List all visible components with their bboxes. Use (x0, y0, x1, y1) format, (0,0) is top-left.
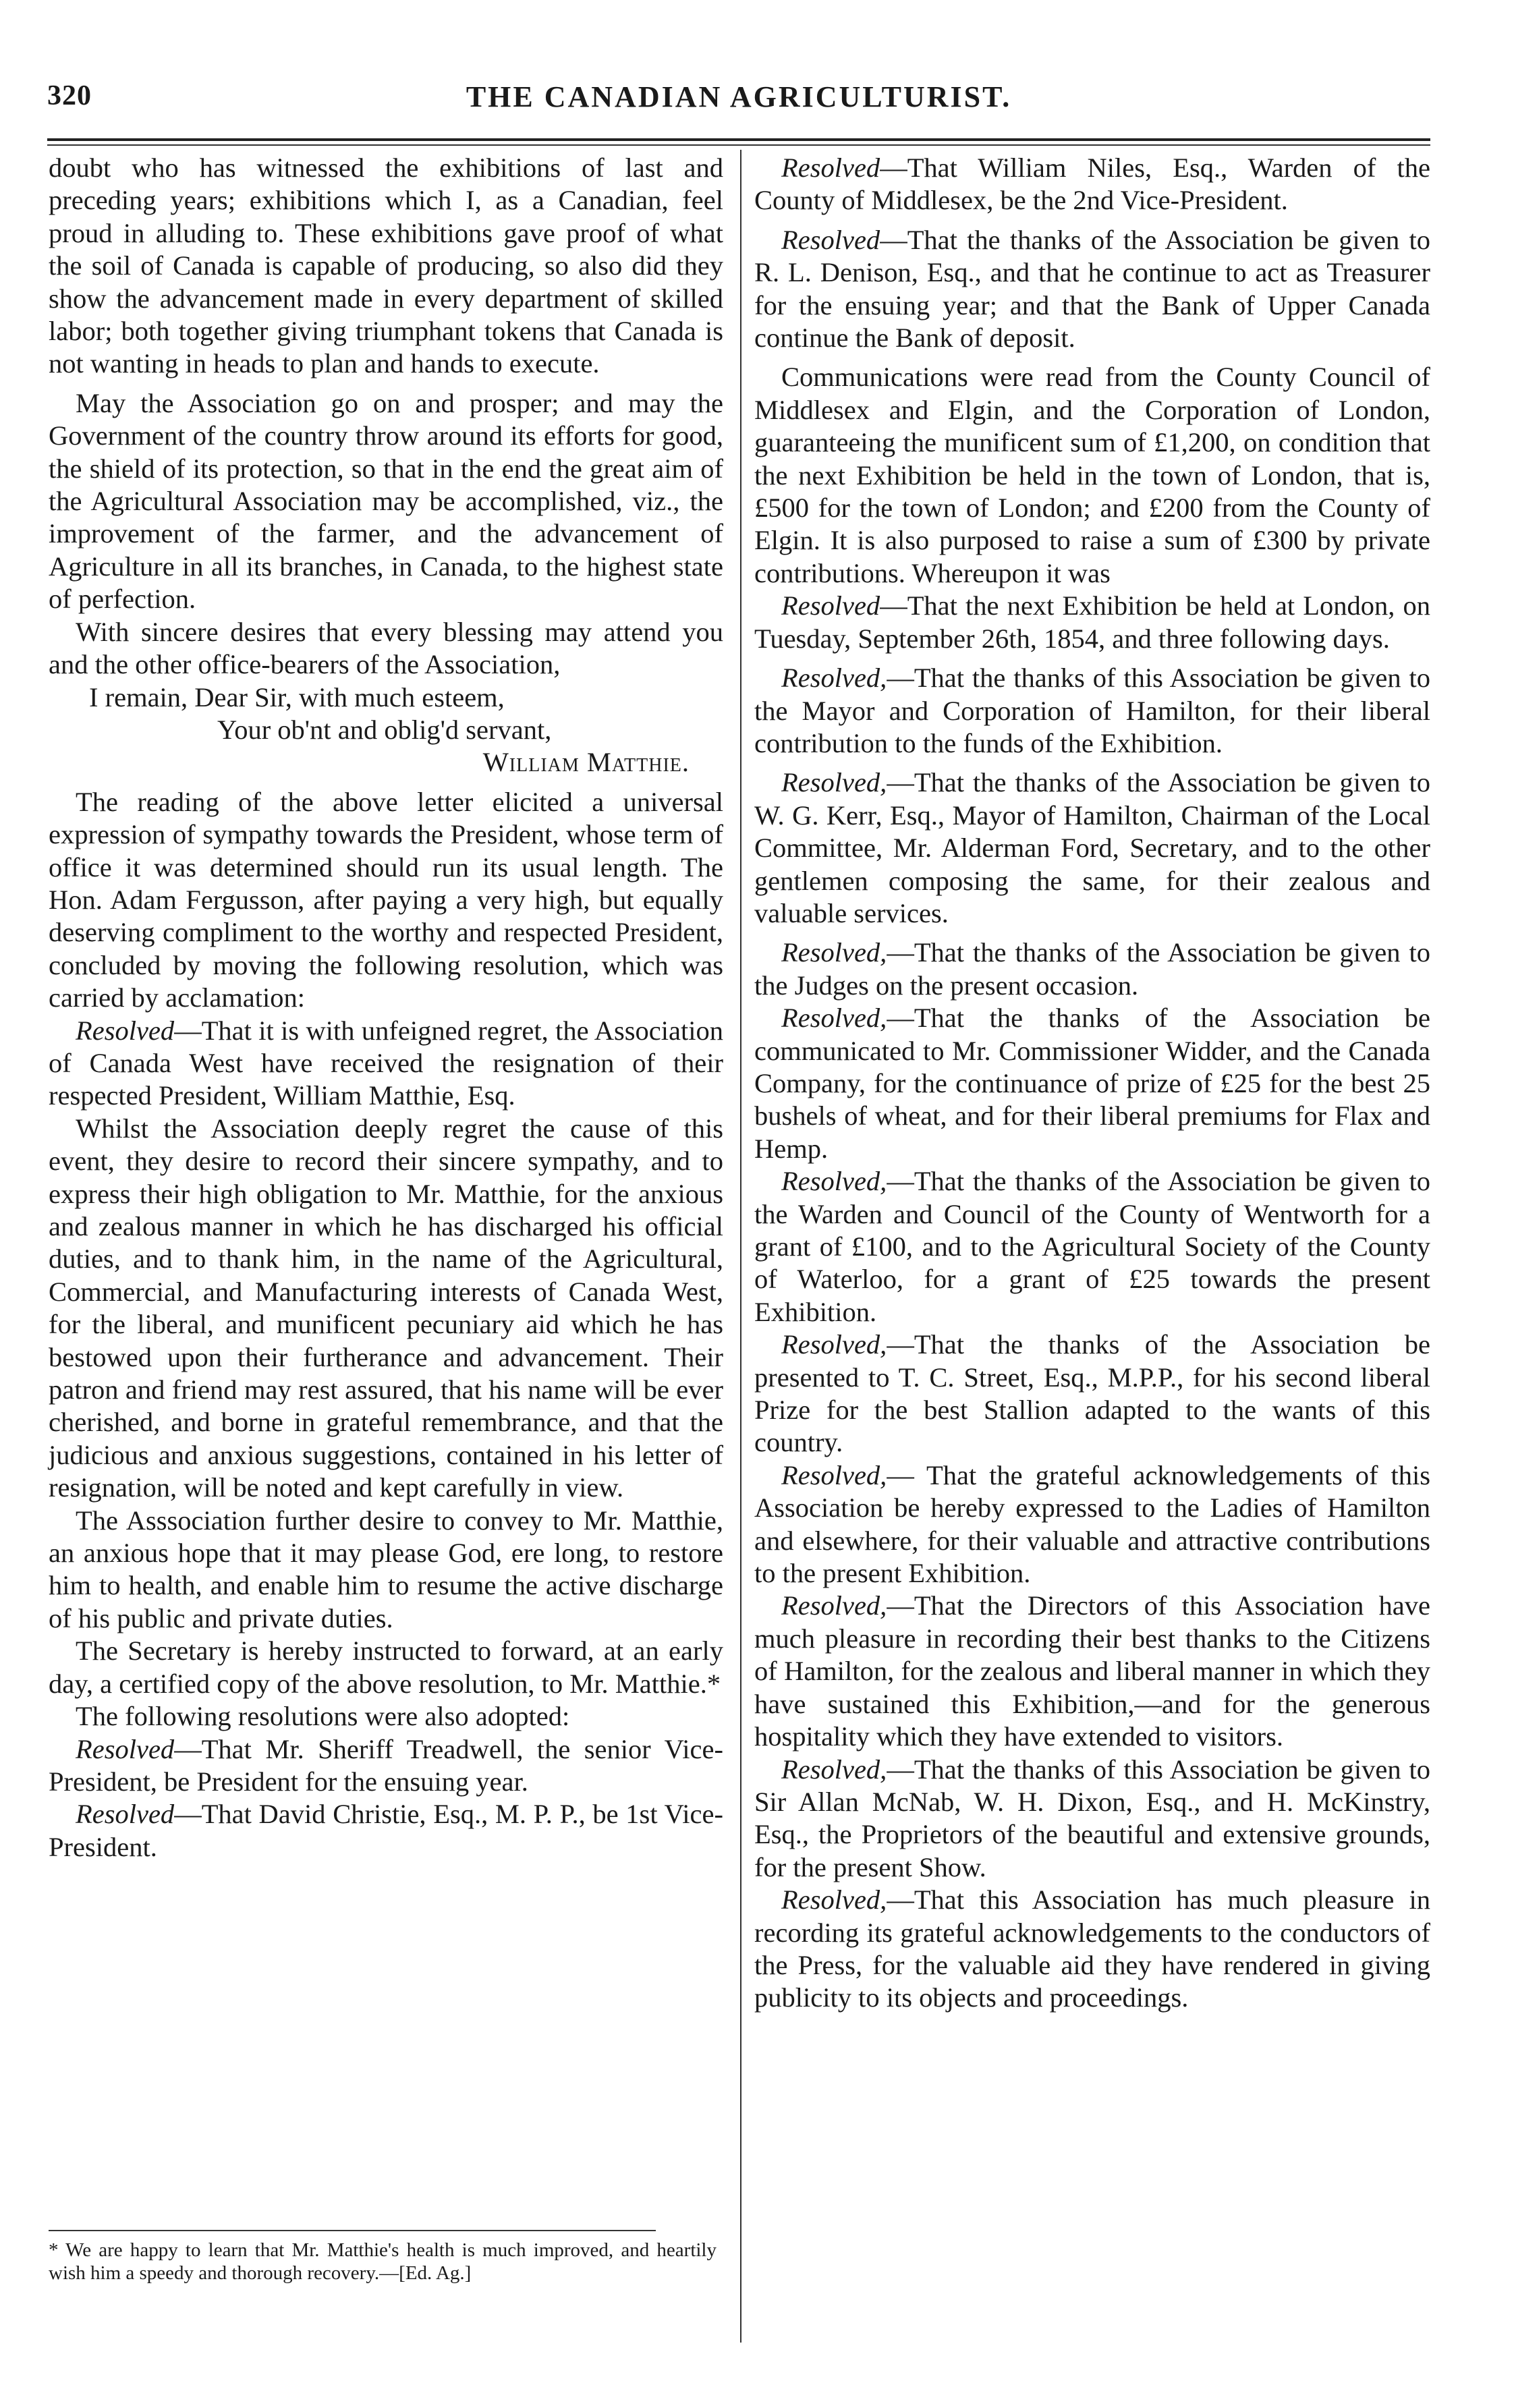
resolution-label: Resolved, (781, 1166, 887, 1197)
resolution (754, 1002, 1430, 1165)
resolution-label: Resolved, (781, 663, 887, 694)
resolution-label: Resolved, (781, 937, 887, 968)
resolution-text: —That the thanks of the Association be given to the Judges on the present occasion. (754, 937, 1430, 1001)
resolution (49, 1733, 723, 1799)
resolution-label: Resolved, (781, 1003, 887, 1034)
column-divider (740, 150, 741, 2343)
resolution-text: —That the Directors of this Association have much pleasure in recording their best thanks to the Citizens of Hamilton, for the zealous and liberal manner in which they have sustained this Exhibition,—and for the generous hospitality which they have extended to visitors. (754, 1590, 1430, 1752)
resolution-label: Resolved, (781, 1329, 887, 1360)
resolution-text: —That the thanks of the Association be given to W. G. Kerr, Esq., Mayor of Hamilton, Chairman of the Local Committee, Mr. Alderman Ford, Secretary, and to the other gentlemen composing the same, for their zealous and valuable services. (754, 767, 1430, 928)
resolution (754, 766, 1430, 930)
paragraph: The Secretary is hereby instructed to forward, at an early day, a certified copy of the above resolution, to Mr. Matthie.* (49, 1635, 723, 1699)
page-number: 320 (47, 80, 92, 111)
resolution-label: Resolved (76, 1799, 175, 1830)
paragraph: doubt who has witnessed the exhibitions of last and preceding years; exhibitions which I, as a Canadian, feel proud in alluding to. These exhibitions gave proof of what the soil of Canada is capable of producing, so also did they show the advancement made in every department of skilled labor; both together giving triumphant tokens that Canada is not wanting in heads to plan and hands to execute. (49, 152, 723, 379)
resolution-text: —That this Association has much pleasure in recording its grateful acknowledgements to the conductors of the Press, for the valuable aid they have rendered in giving publicity to its objects and proceedings. (754, 1884, 1430, 2013)
resolution-text: —That it is with unfeigned regret, the Association of Canada West have received the resignation of their respected President, William Matthie, Esq. (49, 1015, 723, 1111)
footnote-rule (49, 2230, 656, 2231)
resolution-label: Resolved (76, 1733, 175, 1764)
resolution-label: Resolved, (781, 1754, 887, 1785)
resolution-text: —That the thanks of the Association be given to the Warden and Council of the County of Wentworth for a grant of £100, and to the Agricultural Society of the County of Waterloo, for a grant of £25 towards the present Exhibition. (754, 1166, 1430, 1327)
resolution (754, 1590, 1430, 1753)
paragraph: May the Association go on and prosper; and may the Government of the country throw around its efforts for good, the shield of its protection, so that in the end the great aim of the Agricultural Association may be accomplished, viz., the improvement of the farmer, and the advancement of Agriculture in all its branches, in Canada, to the highest state of perfection. (49, 387, 723, 615)
page-header (47, 80, 1430, 140)
resolution (754, 152, 1430, 217)
resolution-text: —That Mr. Sheriff Treadwell, the senior Vice-President, be President for the ensuing year. (49, 1733, 723, 1797)
resolution-text: —That the thanks of the Association be presented to T. C. Street, Esq., M.P.P., for his second liberal Prize for the best Stallion adapted to the wants of this country. (754, 1329, 1430, 1458)
resolution-text: —That William Niles, Esq., Warden of the County of Middlesex, be the 2nd Vice-President. (754, 152, 1430, 216)
paragraph: Whilst the Association deeply regret the cause of this event, they desire to record their sincere sympathy, and to express their high obligation to Mr. Matthie, for the anxious and zealous manner in which he has discharged his official duties, and to thank him, in the name of the Agricultural, Commercial, and Manufacturing interests of Canada West, for the liberal, and munificent pecuniary aid which he has bestowed upon their furtherance and advancement. Their patron and friend may rest assured, that his name will be ever cherished, and borne in grateful remembrance, and that the judicious and anxious suggestions, contained in his letter of resignation, will be noted and kept carefully in view. (49, 1113, 723, 1503)
resolution-text: —That the thanks of this Association be given to the Mayor and Corporation of Hamilton, for their liberal contribution to the funds of the Exhibition. (754, 663, 1430, 758)
resolution (754, 1884, 1430, 2015)
resolution-label: Resolved (781, 224, 880, 255)
resolution-label: Resolved, (781, 767, 887, 798)
resolution-text: —That the thanks of the Association be given to R. L. Denison, Esq., and that he continue to act as Treasurer for the ensuing year; and that the Bank of Upper Canada continue the Bank of deposit. (754, 224, 1430, 354)
resolution-label: Resolved (781, 152, 880, 183)
letter-closing: I remain, Dear Sir, with much esteem, (89, 681, 505, 712)
resolution (754, 224, 1430, 355)
paragraph: The following resolutions were also adopted: (76, 1701, 570, 1732)
resolution (754, 590, 1430, 655)
header-rule (47, 138, 1430, 141)
paragraph: The Asssociation further desire to convey to Mr. Matthie, an anxious hope that it may please God, ere long, to restore him to health, and enable him to resume the active discharge of his public and private duties. (49, 1505, 723, 1633)
paragraph: The reading of the above letter elicited a universal expression of sympathy towards the President, whose term of office it was determined should run its usual length. The Hon. Adam Fergusson, after paying a very high, but equally deserving compliment to the worthy and respected President, concluded by moving the following resolution, which was carried by acclamation: (49, 786, 723, 1013)
paragraph: Communications were read from the County Council of Middlesex and Elgin, and the Corporation of London, guaranteeing the munificent sum of £1,200, on condition that the next Exhibition be held in the town of London, that is, £500 for the town of London; and £200 from the County of Elgin. It is also purposed to raise a sum of £300 by private contributions. Whereupon it was (754, 362, 1430, 588)
resolution-text: — That the grateful acknowledgements of this Association be hereby expressed to the Ladies of Hamilton and elsewhere, for their valuable and attractive contributions to the present Exhibition. (754, 1459, 1430, 1589)
resolution (49, 1015, 723, 1113)
right-column (754, 152, 1430, 2015)
paragraph: With sincere desires that every blessing may attend you and the other office-bearers of the Association, (49, 616, 723, 680)
resolution (754, 936, 1430, 1002)
resolution-label: Resolved (781, 590, 880, 621)
resolution (754, 1165, 1430, 1328)
letter-signature: William Matthie. (482, 747, 690, 778)
resolution-text: —That the next Exhibition be held at London, on Tuesday, September 26th, 1854, and three following days. (754, 590, 1430, 654)
footnote: * We are happy to learn that Mr. Matthie's health is much improved, and heartily wish him a speedy and thorough recovery.—[Ed. Ag.] (49, 2239, 717, 2284)
resolution-label: Resolved, (781, 1590, 887, 1621)
resolution-text: —That David Christie, Esq., M. P. P., be 1st Vice-President. (49, 1799, 723, 1862)
running-title: THE CANADIAN AGRICULTURIST. (466, 80, 1012, 113)
resolution-label: Resolved, (781, 1884, 887, 1915)
resolution (754, 1459, 1430, 1590)
left-column (49, 152, 723, 1864)
letter-closing: Your ob'nt and oblig'd servant, (217, 714, 552, 745)
header-rule-thin (47, 144, 1430, 146)
resolution (49, 1798, 723, 1864)
resolution (754, 1754, 1430, 1884)
resolution-text: —That the thanks of this Association be given to Sir Allan McNab, W. H. Dixon, Esq., and H. McKinstry, Esq., the Proprietors of the beautiful and extensive grounds, for the present Show. (754, 1754, 1430, 1882)
resolution (754, 1328, 1430, 1459)
resolution-label: Resolved, (781, 1459, 887, 1490)
resolution-label: Resolved (76, 1015, 175, 1046)
resolution-text: —That the thanks of the Association be communicated to Mr. Commissioner Widder, and the Canada Company, for the continuance of prize of £25 for the best 25 bushels of wheat, and for their liberal premiums for Flax and Hemp. (754, 1003, 1430, 1164)
resolution (754, 662, 1430, 760)
